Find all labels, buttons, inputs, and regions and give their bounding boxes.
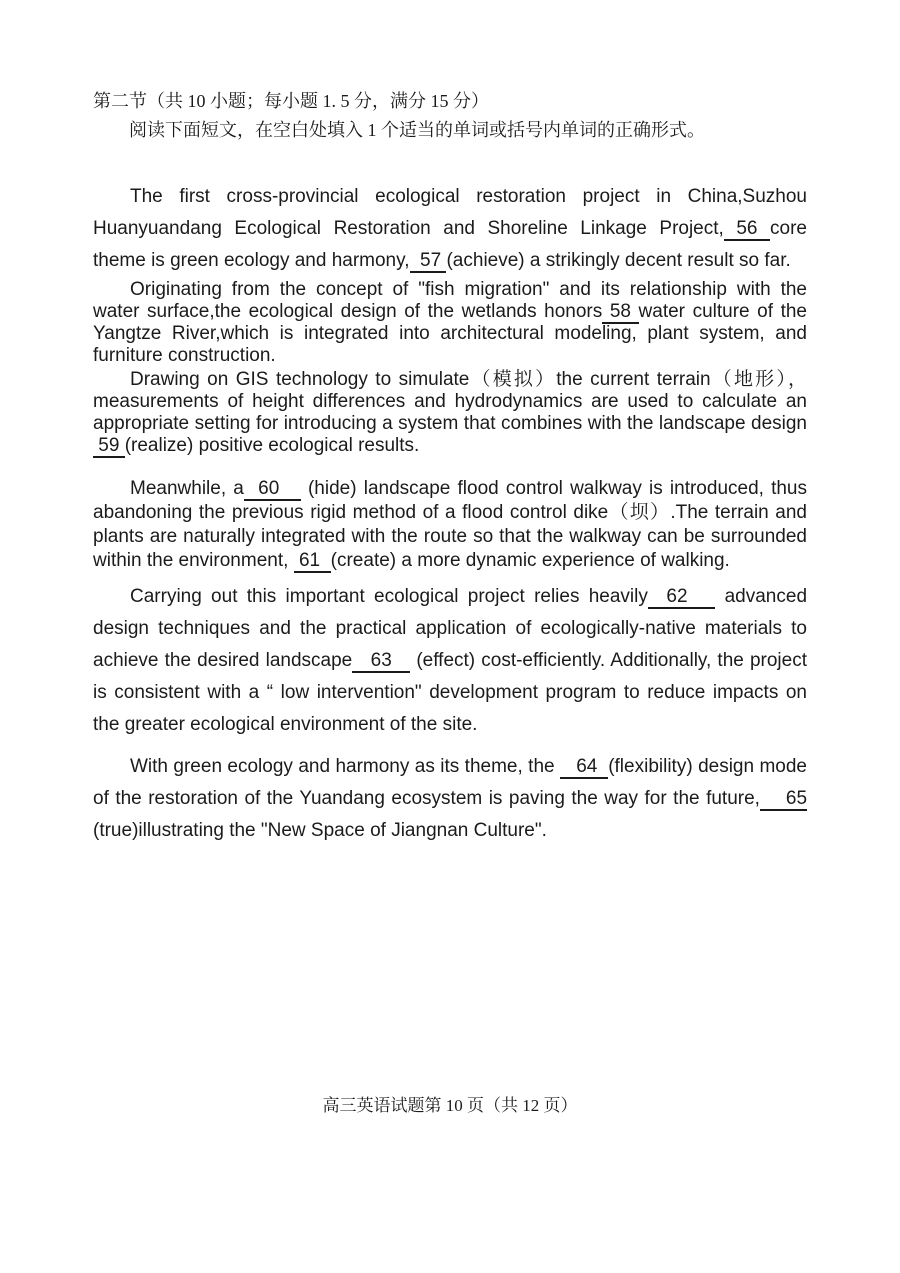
passage-text: advanced design techniques and the practical application of ecologically-native materials to achieve the desired landscape: [93, 586, 808, 671]
passage: [93, 181, 807, 847]
passage-text: Originating from the concept of "fish migration" and its relationship with the water surface,the ecological design of the wetlands honors: [93, 279, 807, 322]
passage-text: With green ecology and harmony as its theme, the: [130, 756, 560, 777]
passage-text: (true)illustrating the "New Space of Jiangnan Culture".: [93, 820, 547, 841]
blank-62: 62: [647, 586, 716, 607]
blank-61: 61: [293, 550, 331, 571]
passage-text: The first cross-provincial ecological restoration project in China,Suzhou Huanyuandang Ecological Restoration and Shoreline Linkage Project,: [93, 186, 807, 239]
passage-text: Carrying out this important ecological project relies heavily: [130, 586, 648, 607]
passage-text: (flexibility) design mode of the restoration of the Yuandang ecosystem is paving the way for the future,: [93, 756, 807, 809]
passage-text: (create) a more dynamic experience of walking.: [330, 550, 730, 571]
blank-64: 64: [560, 756, 609, 777]
passage-paragraph-2: [93, 279, 807, 367]
passage-paragraph-1: [93, 181, 807, 277]
passage-text: Meanwhile, a: [130, 478, 244, 499]
passage-text: (hide) landscape flood control walkway is introduced, thus abandoning the previous rigid method of a flood control dike（坝）.The terrain and plants are naturally integrated with the route so that the walkway can be surrounded within the environment,: [93, 478, 807, 571]
passage-text: water culture of the Yangtze River,which is integrated into architectural modeling, plant system, and furniture construction.: [93, 301, 807, 366]
passage-text: (achieve) a strikingly decent result so far.: [446, 250, 791, 271]
passage-paragraph-3: [93, 369, 807, 457]
passage-text: (realize) positive ecological results.: [124, 435, 420, 456]
section-title: 第二节（共 10 小题；每小题 1. 5 分，满分 15 分）: [93, 91, 489, 111]
blank-65: 65: [759, 788, 808, 809]
passage-paragraph-4: [93, 477, 807, 573]
passage-paragraph-5: [93, 581, 807, 741]
passage-text: Drawing on GIS technology to simulate（模拟）the current terrain（地形），measurements of height differences and hydrodynamics are used to calculate an appropriate setting for introducing a system that combines with the landscape design: [93, 369, 807, 434]
section-instructions: 阅读下面短文，在空白处填入 1 个适当的单词或括号内单词的正确形式。: [129, 120, 705, 140]
blank-56: 56: [723, 218, 771, 239]
passage-text: (effect) cost-efficiently. Additionally, the project is consistent with a “ low intervention" development program to reduce impacts on the greater ecological environment of the site.: [93, 650, 807, 735]
passage-text: core theme is green ecology and harmony,: [93, 218, 807, 271]
blank-60: 60: [243, 478, 301, 499]
passage-paragraph-6: [93, 751, 807, 847]
blank-59: 59: [93, 435, 125, 456]
blank-63: 63: [352, 650, 411, 671]
blank-57: 57: [409, 250, 447, 271]
page-footer: 高三英语试题第 10 页（共 12 页）: [322, 1096, 578, 1115]
blank-58: 58: [602, 301, 639, 322]
